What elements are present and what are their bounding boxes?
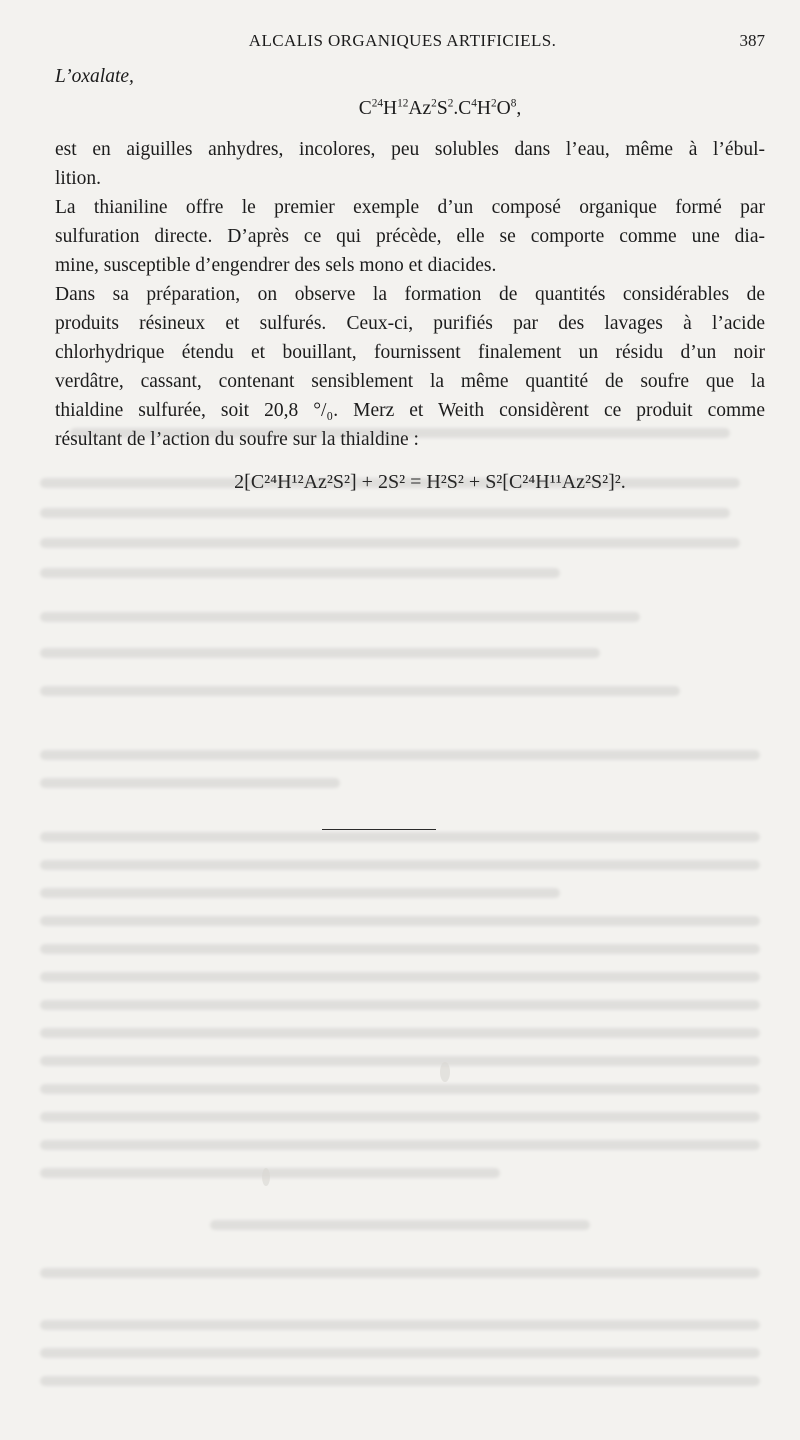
show-through-background bbox=[0, 420, 800, 1420]
bleed-mark bbox=[40, 538, 740, 548]
bleed-mark bbox=[40, 612, 640, 622]
text-line: verdâtre, cassant, contenant sensiblement la même quantité de soufre que la bbox=[55, 371, 765, 392]
paragraph-preparation bbox=[55, 280, 765, 454]
bleed-mark bbox=[40, 750, 760, 760]
text-line: est en aiguilles anhydres, incolores, peu solubles dans l’eau, même à l’ébul- bbox=[55, 139, 765, 160]
running-title: ALCALIS ORGANIQUES ARTIFICIELS. bbox=[248, 31, 557, 50]
bleed-mark bbox=[210, 1220, 590, 1230]
text-line: chlorhydrique étendu et bouillant, fournissent finalement un résidu d’un noir bbox=[55, 342, 765, 363]
bleed-mark bbox=[40, 778, 340, 788]
bleed-mark bbox=[40, 832, 760, 842]
bleed-mark bbox=[40, 888, 560, 898]
paragraph-thianiline bbox=[55, 193, 765, 280]
text-line: Dans sa préparation, on observe la formation de quantités considérables de bbox=[55, 284, 765, 305]
bleed-mark bbox=[40, 972, 760, 982]
paper-scuff bbox=[440, 1062, 450, 1082]
text-line: résultant de l’action du soufre sur la thialdine : bbox=[55, 429, 419, 450]
thialdine-equation: 2[C²⁴H¹²Az²S²] + 2S² = H²S² + S²[C²⁴H¹¹Az²S²]². bbox=[234, 471, 626, 493]
page-body bbox=[55, 62, 765, 504]
oxalate-heading: L’oxalate, bbox=[55, 66, 134, 87]
bleed-mark bbox=[40, 508, 730, 518]
bleed-mark bbox=[40, 1320, 760, 1330]
text-line: lition. bbox=[55, 168, 102, 189]
section-divider bbox=[322, 829, 436, 830]
bleed-mark bbox=[40, 1084, 760, 1094]
text-line: mine, susceptible d’engendrer des sels mono et diacides. bbox=[55, 255, 497, 276]
text-line: sulfuration directe. D’après ce qui précède, elle se comporte comme une dia- bbox=[55, 226, 765, 247]
oxalate-formula: $C^{24}H^{12}Az^2S^2.C^4H^2O^8$, bbox=[358, 97, 522, 119]
bleed-mark bbox=[40, 648, 600, 658]
paragraph-anhydrous bbox=[55, 135, 765, 193]
page-number: 387 bbox=[739, 31, 765, 50]
bleed-mark bbox=[40, 568, 560, 578]
bleed-mark bbox=[40, 1112, 760, 1122]
text-line: thialdine sulfurée, soit 20,8 °/₀. Merz et Weith considèrent ce produit comme bbox=[55, 400, 765, 421]
bleed-mark bbox=[40, 944, 760, 954]
bleed-mark bbox=[40, 1348, 760, 1358]
bleed-mark bbox=[40, 860, 760, 870]
text-line: produits résineux et sulfurés. Ceux-ci, purifiés par des lavages à l’acide bbox=[55, 313, 765, 334]
bleed-mark bbox=[40, 1268, 760, 1278]
bleed-mark bbox=[40, 686, 680, 696]
bleed-mark bbox=[40, 1140, 760, 1150]
running-head bbox=[40, 28, 765, 54]
bleed-mark bbox=[40, 1168, 500, 1178]
bleed-mark bbox=[40, 1376, 760, 1386]
bleed-mark bbox=[40, 1056, 760, 1066]
paper-scuff bbox=[262, 1168, 270, 1186]
text-line: La thianiline offre le premier exemple d’un composé organique formé par bbox=[55, 197, 765, 218]
bleed-mark bbox=[40, 916, 760, 926]
bleed-mark bbox=[40, 1000, 760, 1010]
bleed-mark bbox=[40, 1028, 760, 1038]
